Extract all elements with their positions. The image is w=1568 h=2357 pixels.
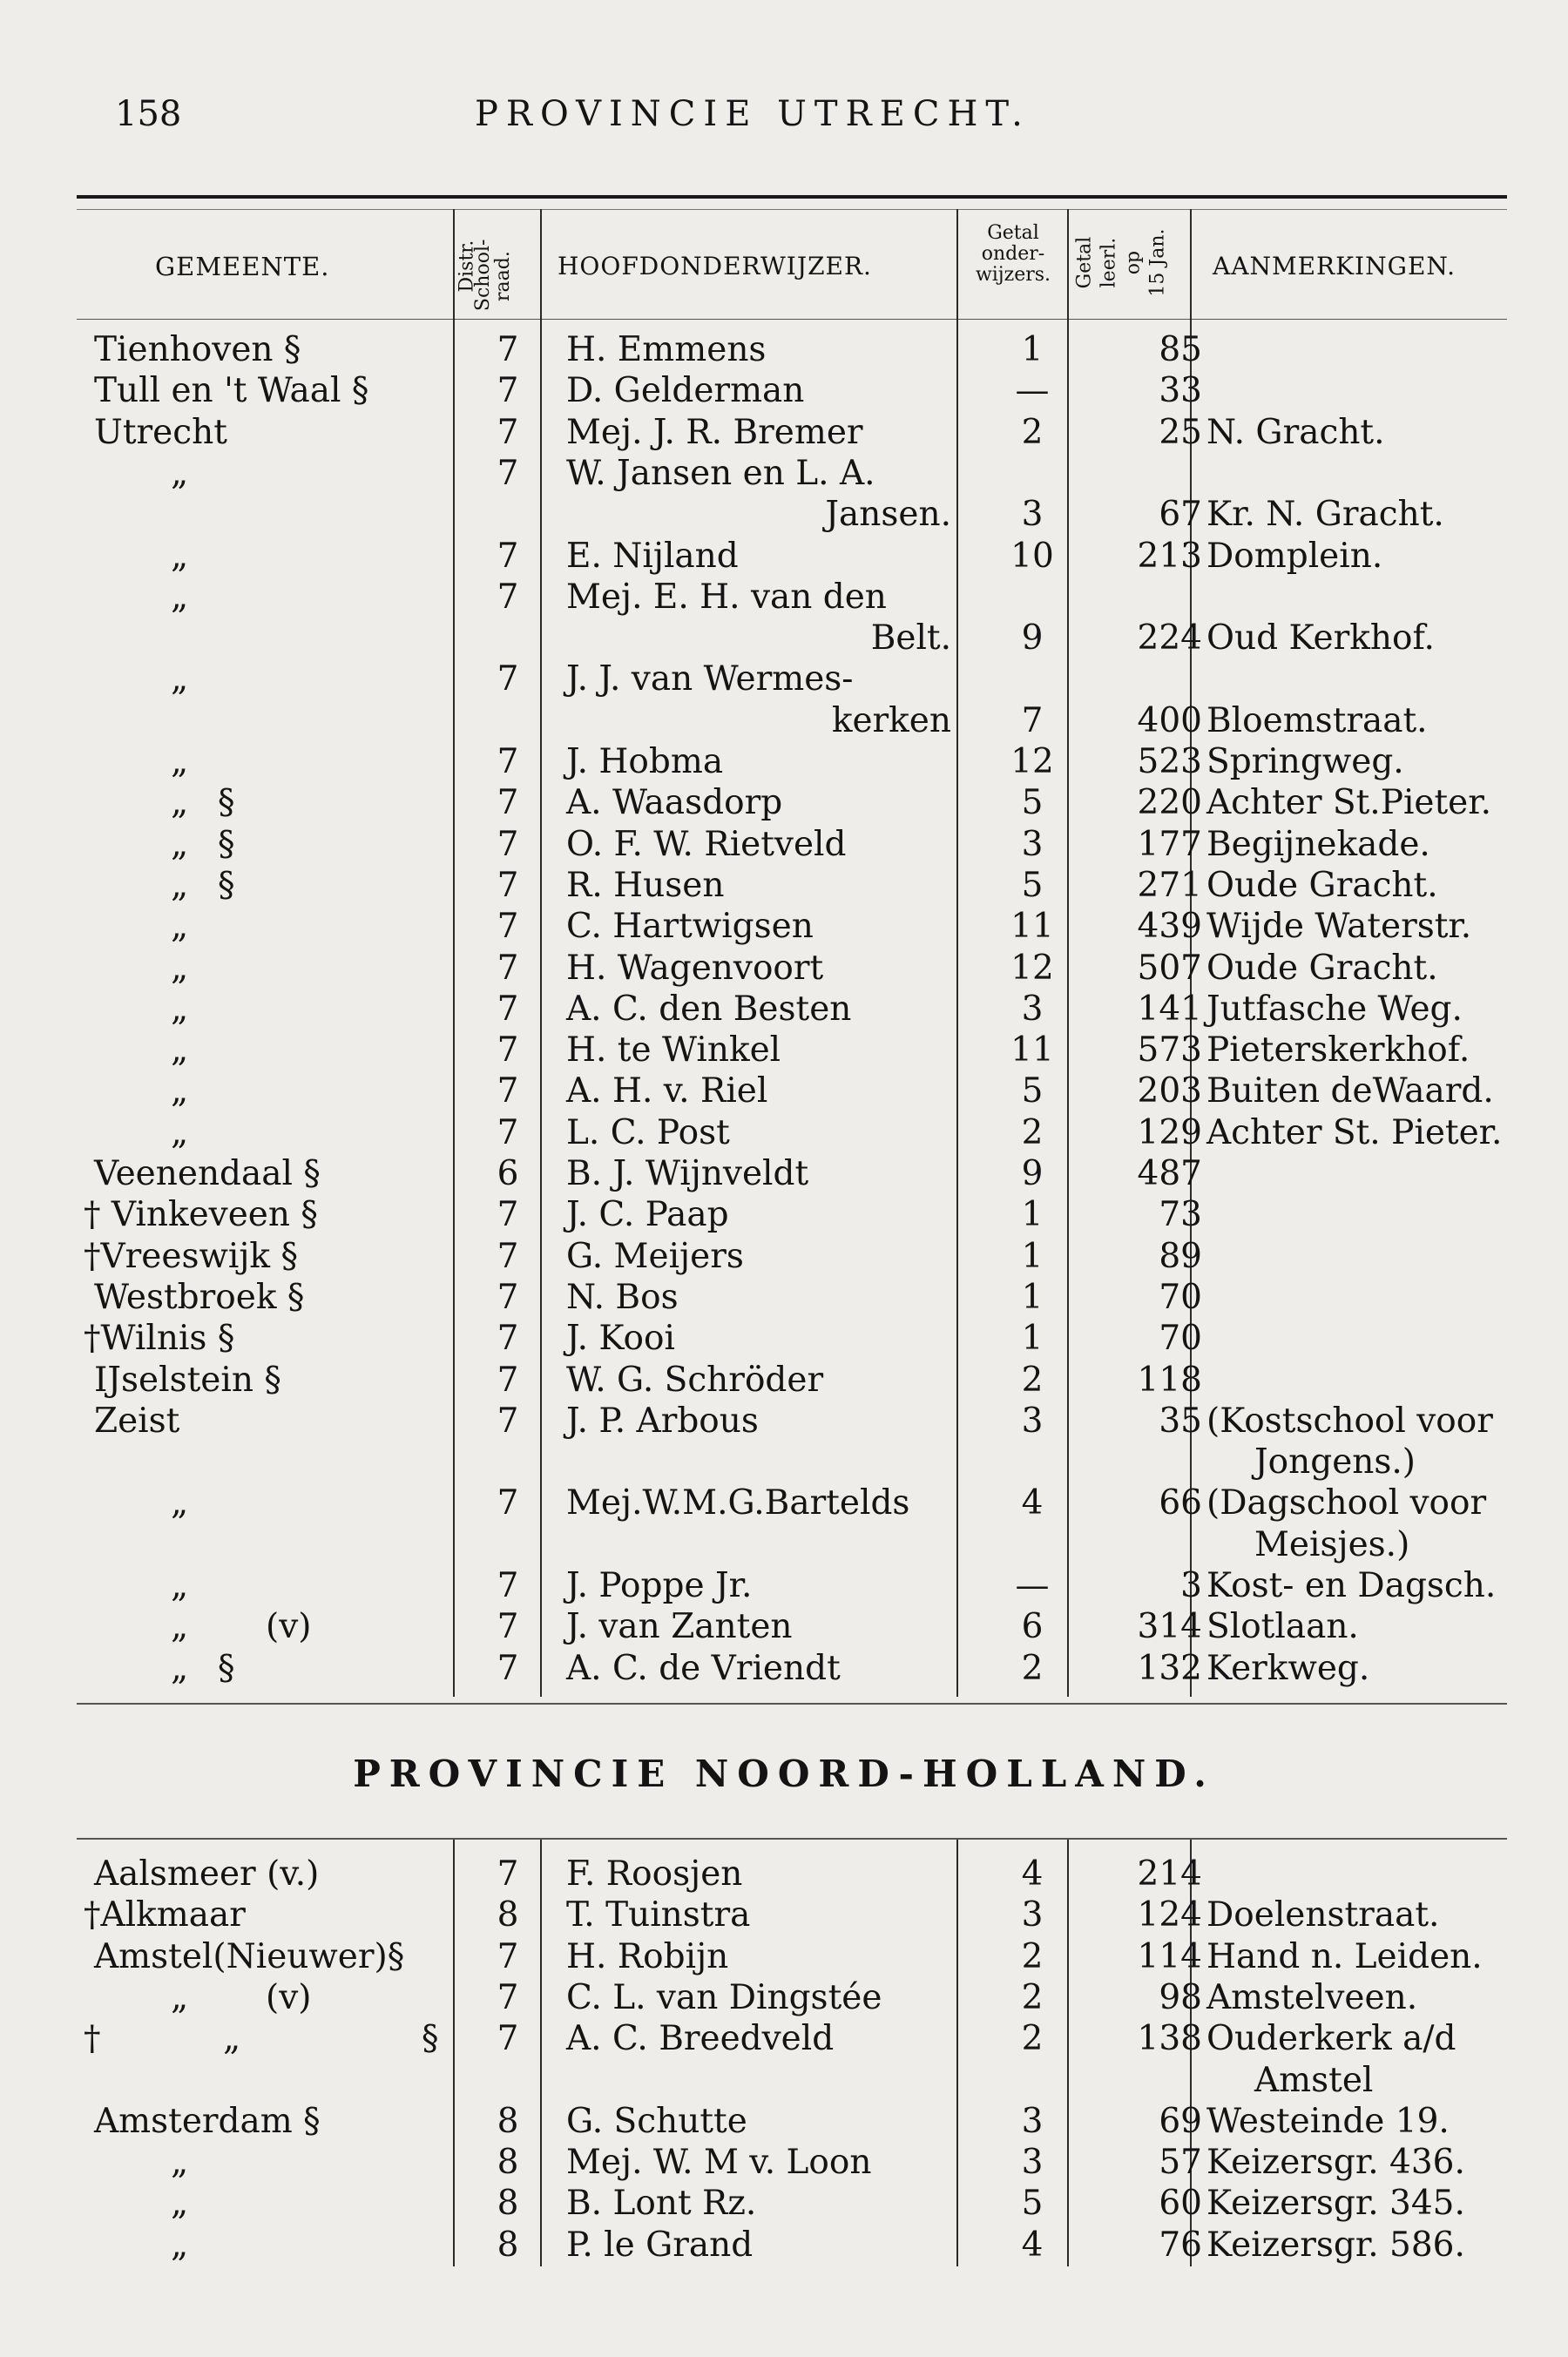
cell-getal-onderwijzers: 12 xyxy=(1010,742,1054,781)
cell-getal-leerlingen: 220 xyxy=(1137,783,1202,823)
table-row xyxy=(0,536,1568,577)
cell-hoofdonderwijzer: A. Waasdorp xyxy=(566,783,783,823)
cell-distr: 7 xyxy=(497,742,519,781)
cell-gemeente: „ xyxy=(171,948,189,988)
cell-getal-onderwijzers: 9 xyxy=(1021,618,1044,658)
cell-distr: 7 xyxy=(497,1236,519,1276)
cell-getal-leerlingen: 203 xyxy=(1137,1071,1202,1111)
cell-distr: 7 xyxy=(497,1854,519,1894)
cell-distr: 8 xyxy=(497,2184,519,2224)
cell-distr: 7 xyxy=(497,659,519,699)
cell-getal-leerlingen: 60 xyxy=(1159,2184,1202,2224)
header-getal-leerl-1: Getal xyxy=(1073,236,1096,289)
cell-aanmerkingen: Oude Gracht. xyxy=(1206,948,1438,988)
cell-mark: § xyxy=(218,824,235,864)
cell-getal-leerlingen: 89 xyxy=(1159,1236,1202,1276)
cell-getal-onderwijzers: 2 xyxy=(1021,1360,1044,1400)
cell-getal-leerlingen: 3 xyxy=(1180,1566,1202,1605)
cell-aanmerkingen: Oud Kerkhof. xyxy=(1206,618,1435,658)
cell-gemeente: „ xyxy=(171,783,189,823)
cell-hoofdonderwijzer: P. le Grand xyxy=(566,2225,754,2265)
cell-getal-onderwijzers: 6 xyxy=(1021,1607,1044,1647)
cell-getal-onderwijzers: 3 xyxy=(1021,1895,1044,1935)
cell-hoofdonderwijzer: O. F. W. Rietveld xyxy=(566,824,847,864)
cell-gemeente: „ xyxy=(171,2225,189,2265)
cell-aanmerkingen: (Dagschool voor xyxy=(1206,1483,1487,1523)
cell-getal-leerlingen: 70 xyxy=(1159,1319,1202,1359)
cell-distr: 7 xyxy=(497,577,519,617)
cell-distr: 7 xyxy=(497,989,519,1029)
cell-getal-onderwijzers: 3 xyxy=(1021,2143,1044,2183)
cell-getal-onderwijzers: 11 xyxy=(1010,907,1054,947)
header-getal-onderwijzers xyxy=(956,223,1070,287)
cell-distr: 7 xyxy=(497,536,519,576)
cell-getal-onderwijzers: 11 xyxy=(1010,1030,1054,1070)
cell-getal-leerlingen: 132 xyxy=(1137,1648,1202,1688)
cell-gemeente: „ xyxy=(171,536,189,576)
cell-gemeente: „ xyxy=(171,1071,189,1111)
cell-getal-leerlingen: 35 xyxy=(1159,1401,1202,1441)
table-row xyxy=(0,1318,1568,1359)
cell-ditto: „ xyxy=(223,2019,241,2059)
cell-hoofdonderwijzer: L. C. Post xyxy=(566,1112,730,1152)
header-aanmerkingen: AANMERKINGEN. xyxy=(1213,252,1456,280)
cell-hoofdonderwijzer: A. C. den Besten xyxy=(566,989,852,1029)
table-row xyxy=(0,1565,1568,1606)
cell-hoofdonderwijzer: N. Bos xyxy=(566,1277,679,1317)
cell-aanmerkingen: Pieterskerkhof. xyxy=(1206,1030,1470,1070)
cell-aanmerkingen: Wijde Waterstr. xyxy=(1206,907,1472,947)
cell-getal-leerlingen: 66 xyxy=(1159,1483,1202,1523)
cell-getal-leerlingen: 76 xyxy=(1159,2225,1202,2265)
table-row xyxy=(0,1070,1568,1111)
cell-aanmerkingen: Achter St.Pieter. xyxy=(1206,783,1492,823)
cell-getal-leerlingen: 224 xyxy=(1137,618,1202,658)
cell-aanmerkingen-cont: Jongens.) xyxy=(1254,1442,1416,1482)
page-number: 158 xyxy=(115,94,182,134)
table-row xyxy=(0,2142,1568,2183)
table-row xyxy=(0,824,1568,865)
cell-getal-leerlingen: 214 xyxy=(1137,1854,1202,1894)
cell-hoofdonderwijzer-cont: kerken xyxy=(831,700,951,740)
cell-getal-onderwijzers: 2 xyxy=(1021,412,1044,452)
cell-aanmerkingen: Jutfasche Weg. xyxy=(1206,989,1463,1029)
cell-gemeente: Aalsmeer (v.) xyxy=(94,1854,320,1894)
cell-hoofdonderwijzer: G. Meijers xyxy=(566,1236,744,1276)
cell-aanmerkingen: Achter St. Pieter. xyxy=(1206,1112,1503,1152)
cell-gemeente: Veenendaal § xyxy=(94,1154,321,1193)
cell-hoofdonderwijzer: T. Tuinstra xyxy=(566,1895,751,1935)
cell-getal-onderwijzers: 1 xyxy=(1021,330,1044,369)
table-row xyxy=(0,1112,1568,1153)
cell-mark: (v) xyxy=(266,1977,312,2017)
table-row xyxy=(0,2101,1568,2142)
cell-hoofdonderwijzer-cont: Belt. xyxy=(870,618,951,658)
table-row xyxy=(0,1977,1568,2018)
cell-getal-leerlingen: 73 xyxy=(1159,1195,1202,1235)
cell-getal-leerlingen: 25 xyxy=(1159,412,1202,452)
cell-aanmerkingen: Kerkweg. xyxy=(1206,1648,1370,1688)
cell-distr: 7 xyxy=(497,1977,519,2017)
top-rule-thin xyxy=(77,209,1507,210)
table-row xyxy=(0,1277,1568,1318)
table-row xyxy=(0,2183,1568,2224)
cell-getal-leerlingen: 98 xyxy=(1159,1977,1202,2017)
cell-hoofdonderwijzer: J. C. Paap xyxy=(566,1195,729,1235)
cell-aanmerkingen: Oude Gracht. xyxy=(1206,865,1438,905)
table-row xyxy=(0,577,1568,618)
cell-distr: 7 xyxy=(497,1566,519,1605)
header-getal-leerl-4: 15 Jan. xyxy=(1146,228,1169,297)
cell-getal-onderwijzers: 4 xyxy=(1021,2225,1044,2265)
cell-getal-leerlingen: 177 xyxy=(1137,824,1202,864)
cell-hoofdonderwijzer: J. J. van Wermes- xyxy=(566,659,854,699)
cell-aanmerkingen: Slotlaan. xyxy=(1206,1607,1359,1647)
table-row xyxy=(0,1936,1568,1977)
cell-distr: 7 xyxy=(497,783,519,823)
cell-gemeente: „ xyxy=(171,1566,189,1605)
cell-hoofdonderwijzer: J. Hobma xyxy=(566,742,724,781)
table-row xyxy=(0,1894,1568,1935)
cell-hoofdonderwijzer: R. Husen xyxy=(566,865,725,905)
table-row xyxy=(0,865,1568,906)
cell-hoofdonderwijzer-cont: Jansen. xyxy=(825,495,951,535)
cell-distr: 7 xyxy=(497,824,519,864)
cell-distr: 7 xyxy=(497,1936,519,1976)
cell-hoofdonderwijzer: Mej. W. M v. Loon xyxy=(566,2143,872,2183)
cell-distr: 8 xyxy=(497,1895,519,1935)
cell-gemeente: †Vreeswijk § xyxy=(84,1236,298,1276)
cell-getal-onderwijzers: 1 xyxy=(1021,1277,1044,1317)
cell-gemeente: „ xyxy=(171,1607,189,1647)
cell-getal-leerlingen: 523 xyxy=(1137,742,1202,781)
header-getal-leerl-2: leerl. xyxy=(1098,237,1120,288)
cell-getal-leerlingen: 69 xyxy=(1159,2101,1202,2141)
cell-gemeente: „ xyxy=(171,1648,189,1688)
header-hoofdonderwijzer: HOOFDONDERWIJZER. xyxy=(558,252,872,280)
cell-getal-onderwijzers: 2 xyxy=(1021,1936,1044,1976)
table-row xyxy=(0,2018,1568,2059)
table-row xyxy=(0,1442,1568,1482)
cell-gemeente: „ xyxy=(171,907,189,947)
cell-distr: 7 xyxy=(497,1607,519,1647)
cell-getal-onderwijzers: 4 xyxy=(1021,1854,1044,1894)
cell-gemeente: „ xyxy=(171,577,189,617)
cell-aanmerkingen: Domplein. xyxy=(1206,536,1383,576)
cell-hoofdonderwijzer: J. van Zanten xyxy=(566,1607,793,1647)
cell-hoofdonderwijzer: G. Schutte xyxy=(566,2101,747,2141)
cell-getal-onderwijzers: 9 xyxy=(1021,1154,1044,1193)
cell-distr: 7 xyxy=(497,865,519,905)
cell-gemeente: „ xyxy=(171,989,189,1029)
cell-gemeente: „ xyxy=(171,1483,189,1523)
table-row xyxy=(0,1030,1568,1070)
cell-getal-leerlingen: 129 xyxy=(1137,1112,1202,1152)
cell-gemeente: Amstel(Nieuwer)§ xyxy=(94,1936,405,1976)
cell-getal-leerlingen: 271 xyxy=(1137,865,1202,905)
header-getal-leerl-3: op xyxy=(1122,250,1145,275)
cell-gemeente: †Alkmaar xyxy=(84,1895,246,1935)
cell-getal-leerlingen: 114 xyxy=(1137,1936,1202,1976)
header-getal-line1: Getal xyxy=(987,222,1039,244)
cell-distr: 7 xyxy=(497,1030,519,1070)
cell-hoofdonderwijzer: H. Robijn xyxy=(566,1936,729,1976)
cell-distr: 7 xyxy=(497,1483,519,1523)
cell-getal-onderwijzers: 5 xyxy=(1021,865,1044,905)
header-gemeente: GEMEENTE. xyxy=(155,252,330,281)
cell-hoofdonderwijzer: E. Nijland xyxy=(566,536,739,576)
cell-aanmerkingen: Kost- en Dagsch. xyxy=(1206,1566,1497,1605)
cell-getal-onderwijzers: 3 xyxy=(1021,824,1044,864)
cell-hoofdonderwijzer: F. Roosjen xyxy=(566,1854,743,1894)
cell-gemeente: Tienhoven § xyxy=(94,330,301,369)
header-getal-line2: onder- xyxy=(981,243,1045,266)
cell-getal-leerlingen: 141 xyxy=(1137,989,1202,1029)
cell-distr: 7 xyxy=(497,1319,519,1359)
cell-gemeente: Amsterdam § xyxy=(94,2101,321,2141)
table-row xyxy=(0,1482,1568,1523)
section2-rule xyxy=(77,1838,1507,1840)
cell-aanmerkingen: Amstelveen. xyxy=(1206,1977,1418,2017)
cell-gemeente: „ xyxy=(171,1977,189,2017)
table-row xyxy=(0,370,1568,411)
cell-getal-leerlingen: 57 xyxy=(1159,2143,1202,2183)
cell-gemeente: „ xyxy=(171,659,189,699)
cell-gemeente: „ xyxy=(171,1112,189,1152)
table-row xyxy=(0,1648,1568,1689)
cell-mark: § xyxy=(422,2019,439,2059)
cell-gemeente: „ xyxy=(171,742,189,781)
cell-distr: 7 xyxy=(497,453,519,493)
cell-gemeente: † Vinkeveen § xyxy=(84,1195,318,1235)
cell-aanmerkingen: Ouderkerk a/d xyxy=(1206,2019,1456,2059)
cell-getal-onderwijzers: 2 xyxy=(1021,1977,1044,2017)
cell-mark: § xyxy=(218,1648,235,1688)
table-row xyxy=(0,658,1568,699)
cell-hoofdonderwijzer: B. Lont Rz. xyxy=(566,2184,757,2224)
cell-getal-leerlingen: 213 xyxy=(1137,536,1202,576)
cell-getal-onderwijzers: 4 xyxy=(1021,1483,1044,1523)
cell-aanmerkingen: (Kostschool voor xyxy=(1206,1401,1493,1441)
cell-distr: 7 xyxy=(497,907,519,947)
cell-aanmerkingen: Buiten deWaard. xyxy=(1206,1071,1494,1111)
cell-aanmerkingen: Keizersgr. 586. xyxy=(1206,2225,1465,2265)
cell-hoofdonderwijzer: Mej. E. H. van den xyxy=(566,577,887,617)
cell-getal-onderwijzers: 3 xyxy=(1021,989,1044,1029)
cell-distr: 7 xyxy=(497,948,519,988)
top-rule xyxy=(77,195,1507,199)
cell-getal-onderwijzers: — xyxy=(1015,1566,1050,1605)
cell-getal-onderwijzers: 7 xyxy=(1021,700,1044,740)
cell-aanmerkingen: Doelenstraat. xyxy=(1206,1895,1440,1935)
cell-gemeente: †Wilnis § xyxy=(84,1319,235,1359)
cell-mark: § xyxy=(218,783,235,823)
table-row xyxy=(0,494,1568,535)
table-row xyxy=(0,1524,1568,1565)
cell-aanmerkingen: Keizersgr. 436. xyxy=(1206,2143,1465,2183)
cell-gemeente: IJselstein § xyxy=(94,1360,281,1400)
cell-hoofdonderwijzer: J. P. Arbous xyxy=(566,1401,759,1441)
cell-hoofdonderwijzer: D. Gelderman xyxy=(566,371,805,411)
cell-distr: 7 xyxy=(497,371,519,411)
table-row xyxy=(0,1153,1568,1194)
cell-hoofdonderwijzer: A. C. de Vriendt xyxy=(566,1648,841,1688)
header-rule xyxy=(77,319,1507,320)
table-row xyxy=(0,2060,1568,2101)
cell-getal-onderwijzers: 5 xyxy=(1021,783,1044,823)
table-row xyxy=(0,948,1568,989)
cell-getal-onderwijzers: 5 xyxy=(1021,2184,1044,2224)
table-row xyxy=(0,453,1568,494)
cell-gemeente: „ xyxy=(171,2143,189,2183)
cell-hoofdonderwijzer: H. Wagenvoort xyxy=(566,948,824,988)
cell-getal-leerlingen: 138 xyxy=(1137,2019,1202,2059)
cell-aanmerkingen-cont: Meisjes.) xyxy=(1254,1524,1410,1564)
cell-getal-onderwijzers: 2 xyxy=(1021,1112,1044,1152)
cell-getal-leerlingen: 439 xyxy=(1137,907,1202,947)
table-row xyxy=(0,412,1568,453)
cell-getal-leerlingen: 118 xyxy=(1137,1360,1202,1400)
cell-gemeente: „ xyxy=(171,865,189,905)
cell-distr: 7 xyxy=(497,2019,519,2059)
cell-distr: 7 xyxy=(497,412,519,452)
cell-distr: 8 xyxy=(497,2101,519,2141)
cell-distr: 8 xyxy=(497,2143,519,2183)
cell-getal-leerlingen: 85 xyxy=(1159,330,1202,369)
cell-getal-onderwijzers: 2 xyxy=(1021,1648,1044,1688)
header-getal-line3: wijzers. xyxy=(975,264,1051,287)
cell-getal-leerlingen: 573 xyxy=(1137,1030,1202,1070)
cell-distr: 7 xyxy=(497,1112,519,1152)
cell-gemeente: Tull en 't Waal § xyxy=(94,371,369,411)
cell-distr: 7 xyxy=(497,1648,519,1688)
cell-hoofdonderwijzer: C. L. van Dingstée xyxy=(566,1977,882,2017)
cell-getal-leerlingen: 70 xyxy=(1159,1277,1202,1317)
table-row xyxy=(0,741,1568,782)
section-title-noord-holland: PROVINCIE NOORD-HOLLAND. xyxy=(353,1753,1215,1795)
cell-distr: 6 xyxy=(497,1154,519,1193)
cell-getal-leerlingen: 33 xyxy=(1159,371,1202,411)
table-row xyxy=(0,700,1568,741)
cell-gemeente: „ xyxy=(171,453,189,493)
cell-getal-onderwijzers: 3 xyxy=(1021,2101,1044,2141)
cell-aanmerkingen: Westeinde 19. xyxy=(1206,2101,1450,2141)
table-row xyxy=(0,2225,1568,2266)
cell-getal-leerlingen: 67 xyxy=(1159,495,1202,535)
running-title: PROVINCIE UTRECHT. xyxy=(475,94,1031,134)
cell-distr: 8 xyxy=(497,2225,519,2265)
cell-distr: 7 xyxy=(497,1401,519,1441)
cell-hoofdonderwijzer: A. C. Breedveld xyxy=(566,2019,835,2059)
cell-getal-onderwijzers: 1 xyxy=(1021,1319,1044,1359)
cell-gemeente: † xyxy=(84,2019,101,2059)
page-header xyxy=(0,94,1568,146)
cell-hoofdonderwijzer: W. G. Schröder xyxy=(566,1360,824,1400)
table-row xyxy=(0,1236,1568,1277)
cell-getal-leerlingen: 400 xyxy=(1137,700,1202,740)
table-row xyxy=(0,618,1568,658)
cell-hoofdonderwijzer: H. te Winkel xyxy=(566,1030,781,1070)
table-row xyxy=(0,329,1568,370)
section-rule xyxy=(77,1703,1507,1705)
cell-hoofdonderwijzer: Mej.W.M.G.Bartelds xyxy=(566,1483,910,1523)
cell-hoofdonderwijzer: J. Kooi xyxy=(566,1319,675,1359)
cell-gemeente: Utrecht xyxy=(94,412,227,452)
table-row xyxy=(0,1360,1568,1401)
cell-gemeente: Westbroek § xyxy=(94,1277,305,1317)
cell-getal-onderwijzers: 1 xyxy=(1021,1236,1044,1276)
cell-gemeente: „ xyxy=(171,1030,189,1070)
table-row xyxy=(0,1606,1568,1647)
table-row xyxy=(0,1854,1568,1894)
cell-aanmerkingen: Springweg. xyxy=(1206,742,1404,781)
cell-aanmerkingen: N. Gracht. xyxy=(1206,412,1385,452)
cell-getal-onderwijzers: 5 xyxy=(1021,1071,1044,1111)
cell-aanmerkingen-cont: Amstel xyxy=(1254,2060,1374,2100)
cell-hoofdonderwijzer: A. H. v. Riel xyxy=(566,1071,768,1111)
cell-distr: 7 xyxy=(497,1277,519,1317)
table-row xyxy=(0,782,1568,823)
header-distr: Distr. xyxy=(456,240,478,293)
header-schoolraad: School-raad. xyxy=(471,239,514,312)
cell-getal-onderwijzers: 3 xyxy=(1021,1401,1044,1441)
cell-distr: 7 xyxy=(497,330,519,369)
cell-distr: 7 xyxy=(497,1195,519,1235)
cell-getal-onderwijzers: 1 xyxy=(1021,1195,1044,1235)
cell-gemeente: „ xyxy=(171,824,189,864)
cell-distr: 7 xyxy=(497,1360,519,1400)
cell-hoofdonderwijzer: H. Emmens xyxy=(566,330,767,369)
table-row xyxy=(0,1194,1568,1235)
cell-aanmerkingen: Keizersgr. 345. xyxy=(1206,2184,1465,2224)
cell-aanmerkingen: Begijnekade. xyxy=(1206,824,1430,864)
cell-getal-onderwijzers: 3 xyxy=(1021,495,1044,535)
cell-hoofdonderwijzer: J. Poppe Jr. xyxy=(566,1566,753,1605)
cell-hoofdonderwijzer: Mej. J. R. Bremer xyxy=(566,412,863,452)
cell-getal-onderwijzers: 12 xyxy=(1010,948,1054,988)
cell-aanmerkingen: Kr. N. Gracht. xyxy=(1206,495,1444,535)
table-row xyxy=(0,989,1568,1030)
cell-mark: § xyxy=(218,865,235,905)
cell-gemeente: „ xyxy=(171,2184,189,2224)
cell-getal-onderwijzers: 2 xyxy=(1021,2019,1044,2059)
cell-hoofdonderwijzer: W. Jansen en L. A. xyxy=(566,453,875,493)
cell-gemeente: Zeist xyxy=(94,1401,180,1441)
cell-aanmerkingen: Hand n. Leiden. xyxy=(1206,1936,1483,1976)
cell-mark: (v) xyxy=(266,1607,312,1647)
cell-getal-leerlingen: 314 xyxy=(1137,1607,1202,1647)
cell-getal-onderwijzers: — xyxy=(1015,371,1050,411)
cell-distr: 7 xyxy=(497,1071,519,1111)
cell-getal-leerlingen: 487 xyxy=(1137,1154,1202,1193)
cell-hoofdonderwijzer: B. J. Wijnveldt xyxy=(566,1154,809,1193)
table-row xyxy=(0,1401,1568,1442)
cell-hoofdonderwijzer: C. Hartwigsen xyxy=(566,907,814,947)
table-row xyxy=(0,906,1568,947)
cell-aanmerkingen: Bloemstraat. xyxy=(1206,700,1428,740)
cell-getal-leerlingen: 124 xyxy=(1137,1895,1202,1935)
cell-getal-onderwijzers: 10 xyxy=(1010,536,1054,576)
cell-getal-leerlingen: 507 xyxy=(1137,948,1202,988)
